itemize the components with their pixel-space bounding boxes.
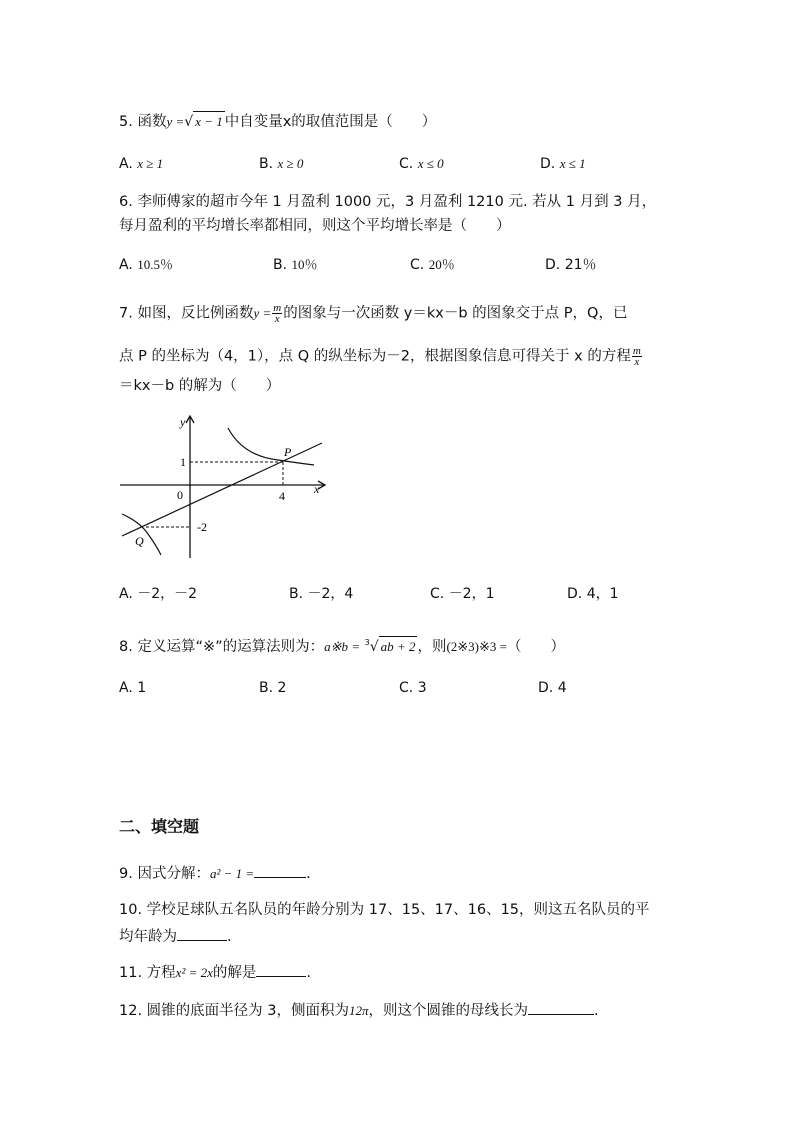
q5-stem	[119, 111, 436, 132]
x-axis-label: x	[314, 482, 320, 496]
q5-suffix: 中自变量x的取值范围是（ ）	[224, 114, 437, 130]
q5-option-c: C. x ≤ 0	[399, 156, 444, 172]
hyperbola-branch-upper	[228, 428, 314, 465]
q9-answer-blank[interactable]	[254, 863, 306, 878]
tick-label-neg2: -2	[197, 520, 207, 534]
q9-stem: 9. 因式分解：a² − 1 = .	[119, 863, 311, 884]
q7-option-a: A. －2，－2	[119, 586, 198, 602]
q5-prefix: 5. 函数	[119, 114, 167, 130]
q8-root-index: 3	[364, 638, 370, 647]
point-q-label: Q	[135, 534, 144, 548]
tick-label-1: 1	[180, 455, 186, 469]
q5-option-d: D. x ≤ 1	[540, 156, 586, 172]
q8-radicand: ab + 2	[379, 636, 418, 657]
q8-option-c: C. 3	[399, 680, 427, 696]
y-axis-label: y	[180, 415, 186, 429]
q11-answer-blank[interactable]	[256, 962, 306, 977]
point-p-label: P	[284, 445, 292, 459]
q10-answer-blank[interactable]	[177, 926, 227, 941]
tick-label-4: 4	[279, 489, 285, 503]
q8-expression: (2※3)※3 =	[446, 638, 507, 654]
q10-line-1: 10. 学校足球队五名队员的年龄分别为 17、15、17、16、15，则这五名队员的平	[119, 902, 650, 918]
q12-stem: 12. 圆锥的底面半径为 3，侧面积为12π，则这个圆锥的母线长为 .	[119, 1000, 599, 1021]
q7-line-1: 7. 如图，反比例函数y = $\frac{m}{x}$ 的图象与一次函数 y＝kx－b 的图象交于点 P，Q，已	[119, 302, 628, 325]
radical-sign-icon: √	[184, 114, 194, 130]
q7-option-c: C. －2，1	[430, 586, 495, 602]
q6-option-c: C. 20％	[410, 257, 455, 273]
cube-root-sign-icon: √	[369, 638, 379, 655]
q7-fraction-m-over-x: $\frac{m}{x}$	[273, 302, 282, 325]
q6-option-a: A. 10.5％	[119, 257, 173, 273]
q5-option-b: B. x ≥ 0	[259, 156, 304, 172]
origin-label: 0	[177, 488, 183, 502]
q5-radicand: x − 1	[193, 111, 225, 132]
q7-option-d: D. 4，1	[567, 586, 619, 602]
q7-line-2: 点 P 的坐标为（4，1），点 Q 的纵坐标为－2，根据图象信息可得关于 x 的方程 $\frac{m}{x}$	[119, 345, 641, 368]
q8-option-d: D. 4	[538, 680, 567, 696]
q6-option-d: D. 21％	[545, 257, 597, 273]
q6-line-1: 6. 李师傅家的超市今年 1 月盈利 1000 元，3 月盈利 1210 元. 若从 1 月到 3 月，	[119, 194, 657, 210]
q8-option-a: A. 1	[119, 680, 147, 696]
q7-fraction-m-over-x-2: $\frac{m}{x}$	[632, 345, 641, 368]
q5-func-lhs: y =	[166, 114, 185, 129]
q7-graph	[118, 410, 348, 560]
q6-line-2: 每月盈利的平均增长率都相同，则这个平均增长率是（ ）	[119, 218, 511, 234]
q7-line-3: ＝kx－b 的解为（ ）	[119, 378, 281, 394]
q8-stem: 8. 定义运算“※”的运算法则为：a※b = $^3$√ ab + 2 ，则(2※3)※3 =（ ）	[119, 633, 565, 657]
q5-option-a: A. x ≥ 1	[119, 156, 164, 172]
q12-answer-blank[interactable]	[528, 1000, 594, 1015]
q11-stem: 11. 方程x² = 2x的解是 .	[119, 962, 311, 983]
linear-function-line	[122, 443, 322, 536]
q10-line-2: 均年龄为 .	[119, 926, 232, 947]
section-title-fill-in-blank: 二、填空题	[119, 817, 200, 836]
q6-option-b: B. 10％	[273, 257, 318, 273]
q7-option-b: B. －2，4	[289, 586, 354, 602]
q8-option-b: B. 2	[259, 680, 287, 696]
